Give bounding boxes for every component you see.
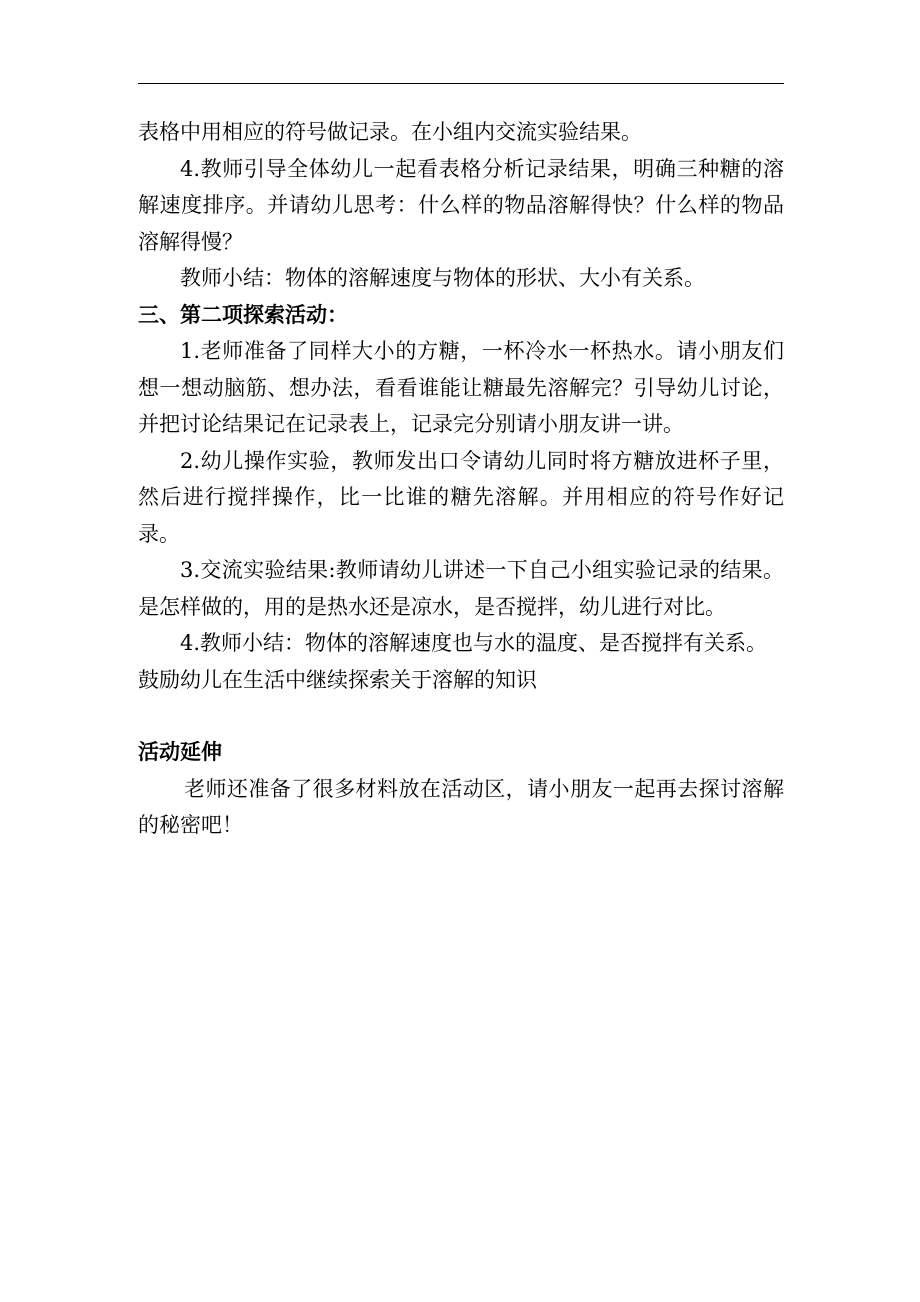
paragraph-teacher-summary-1: 教师小结：物体的溶解速度与物体的形状、大小有关系。 — [180, 266, 705, 290]
paragraph-step-4-summary: 4.教师小结：物体的溶解速度也与水的温度、是否搅拌有关系。 — [180, 631, 768, 655]
paragraph-step-4-analysis: 4.教师引导全体幼儿一起看表格分析记录结果，明确三种糖的溶解速度排序。并请幼儿思考：什么样的物品溶解得快？什么样的物品溶解得慢？ — [138, 156, 784, 254]
blank-line — [138, 698, 784, 734]
paragraph-step-2-experiment: 2.幼儿操作实验，教师发出口令请幼儿同时将方糖放进杯子里，然后进行搅拌操作，比一比谁的糖先溶解。并用相应的符号作好记录。 — [138, 448, 784, 546]
paragraph-extension: 老师还准备了很多材料放在活动区，请小朋友一起再去探讨溶解的秘密吧！ — [138, 776, 784, 837]
paragraph-encourage: 鼓励幼儿在生活中继续探索关于溶解的知识 — [138, 667, 537, 692]
document-body — [138, 114, 784, 844]
paragraph-step-1-sugar-cubes: 1.老师准备了同样大小的方糖，一杯冷水一杯热水。请小朋友们想一想动脑筋、想办法，看看谁能让糖最先溶解完？引导幼儿讨论，并把讨论结果记在记录表上，记录完分别请小朋友讲一讲。 — [138, 339, 784, 436]
section-heading-second-activity: 三、第二项探索活动： — [138, 302, 348, 327]
header-rule — [138, 83, 784, 84]
paragraph-step-3-results: 3.交流实验结果:教师请幼儿讲述一下自己小组实验记录的结果。是怎样做的，用的是热水还是凉水，是否搅拌，幼儿进行对比。 — [138, 558, 784, 619]
section-heading-extension: 活动延伸 — [138, 740, 222, 764]
paragraph-record-table: 表格中用相应的符号做记录。在小组内交流实验结果。 — [138, 120, 642, 144]
